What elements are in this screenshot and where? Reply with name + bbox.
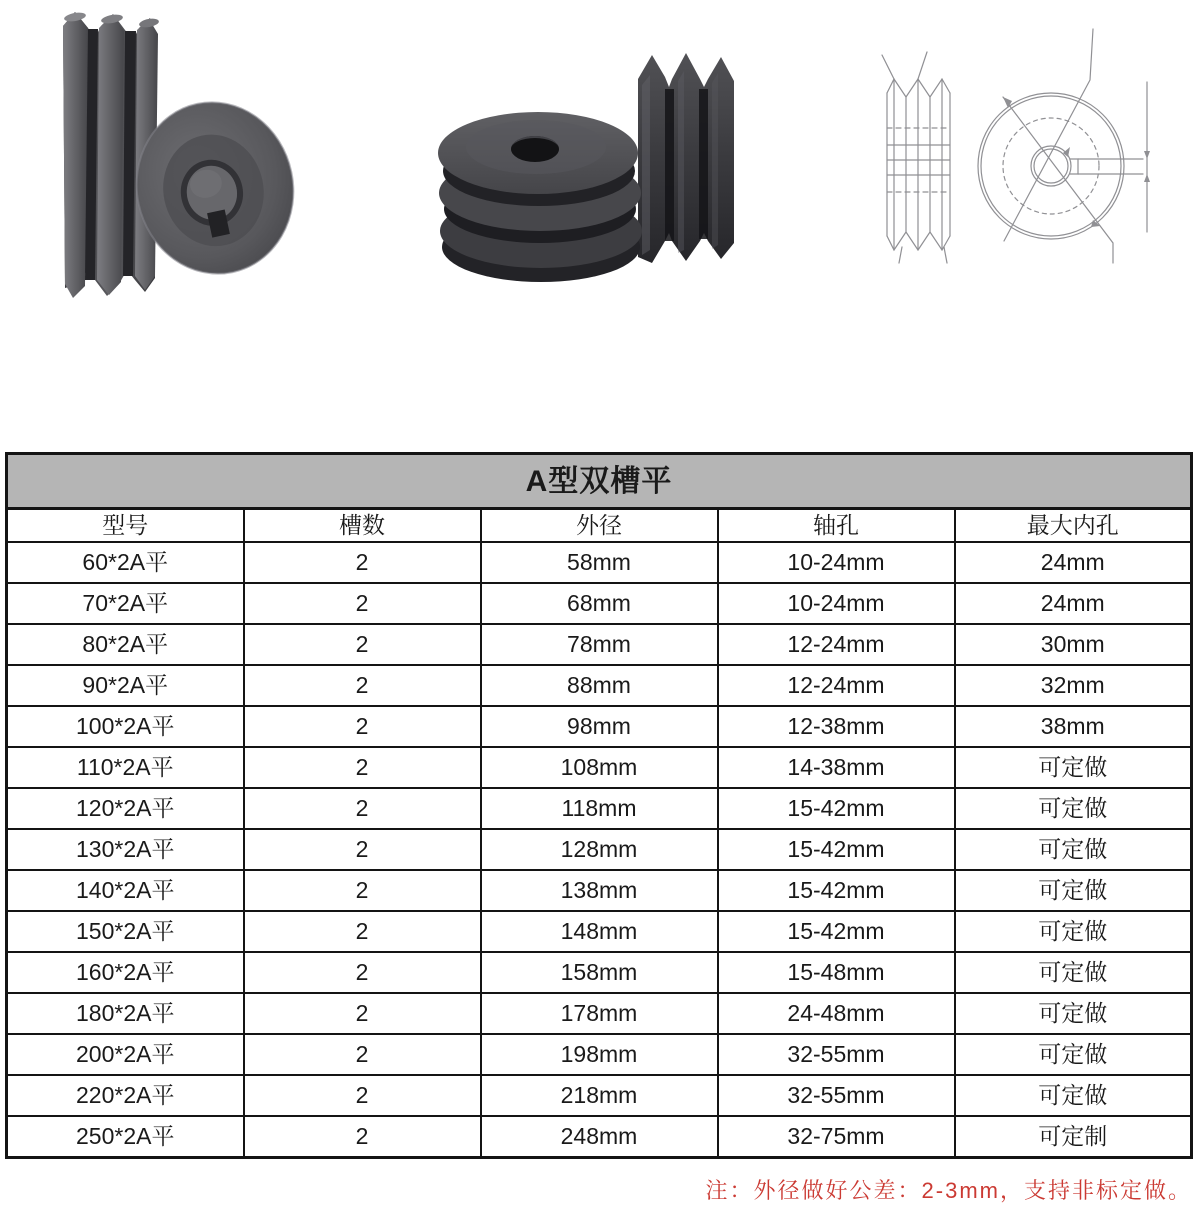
table-cell: 2 <box>244 624 481 665</box>
table-row <box>7 1116 1192 1158</box>
table-cell: 2 <box>244 870 481 911</box>
table-cell: 12-24mm <box>718 665 955 706</box>
column-header-3: 轴孔 <box>718 509 955 543</box>
table-cell: 140*2A平 <box>7 870 244 911</box>
table-cell: 2 <box>244 993 481 1034</box>
tolerance-note: 注：外径做好公差：2-3mm，支持非标定做。 <box>705 1178 1192 1203</box>
table-cell: 24mm <box>955 542 1192 583</box>
table-row <box>7 788 1192 829</box>
table-cell: 32-55mm <box>718 1034 955 1075</box>
table-title: A型双槽平 <box>7 454 1192 509</box>
table-cell: 15-42mm <box>718 870 955 911</box>
table-cell: 可定做 <box>955 870 1192 911</box>
table-cell: 60*2A平 <box>7 542 244 583</box>
table-cell: 10-24mm <box>718 542 955 583</box>
table-row <box>7 706 1192 747</box>
table-cell: 110*2A平 <box>7 747 244 788</box>
table-cell: 148mm <box>481 911 718 952</box>
table-row <box>7 583 1192 624</box>
pulley-photo-pair <box>438 45 748 295</box>
table-title-row <box>7 454 1192 509</box>
table-cell: 24mm <box>955 583 1192 624</box>
table-cell: 2 <box>244 1116 481 1158</box>
table-cell: 2 <box>244 665 481 706</box>
table-row <box>7 829 1192 870</box>
table-row <box>7 665 1192 706</box>
table-row <box>7 1034 1192 1075</box>
table-row <box>7 993 1192 1034</box>
table-cell: 24-48mm <box>718 993 955 1034</box>
table-cell: 2 <box>244 583 481 624</box>
table-cell: 可定制 <box>955 1116 1192 1158</box>
table-cell: 118mm <box>481 788 718 829</box>
column-header-2: 外径 <box>481 509 718 543</box>
table-row <box>7 911 1192 952</box>
product-gallery <box>0 0 1200 445</box>
table-cell: 32-75mm <box>718 1116 955 1158</box>
table-cell: 220*2A平 <box>7 1075 244 1116</box>
table-cell: 15-48mm <box>718 952 955 993</box>
table-cell: 可定做 <box>955 788 1192 829</box>
table-cell: 2 <box>244 829 481 870</box>
table-row <box>7 542 1192 583</box>
table-cell: 158mm <box>481 952 718 993</box>
table-cell: 248mm <box>481 1116 718 1158</box>
table-cell: 78mm <box>481 624 718 665</box>
table-cell: 32-55mm <box>718 1075 955 1116</box>
table-cell: 2 <box>244 542 481 583</box>
table-cell: 90*2A平 <box>7 665 244 706</box>
table-cell: 2 <box>244 788 481 829</box>
table-cell: 58mm <box>481 542 718 583</box>
table-cell: 2 <box>244 747 481 788</box>
table-cell: 12-24mm <box>718 624 955 665</box>
table-cell: 70*2A平 <box>7 583 244 624</box>
table-cell: 178mm <box>481 993 718 1034</box>
table-cell: 2 <box>244 952 481 993</box>
table-cell: 130*2A平 <box>7 829 244 870</box>
table-cell: 可定做 <box>955 952 1192 993</box>
table-cell: 可定做 <box>955 829 1192 870</box>
table-cell: 30mm <box>955 624 1192 665</box>
table-cell: 88mm <box>481 665 718 706</box>
table-cell: 120*2A平 <box>7 788 244 829</box>
table-cell: 可定做 <box>955 993 1192 1034</box>
table-cell: 32mm <box>955 665 1192 706</box>
table-cell: 2 <box>244 911 481 952</box>
table-cell: 80*2A平 <box>7 624 244 665</box>
table-cell: 160*2A平 <box>7 952 244 993</box>
table-row <box>7 1075 1192 1116</box>
table-cell: 可定做 <box>955 1075 1192 1116</box>
table-cell: 2 <box>244 1075 481 1116</box>
pulley-technical-drawing <box>870 25 1180 265</box>
table-row <box>7 870 1192 911</box>
table-cell: 138mm <box>481 870 718 911</box>
column-header-4: 最大内孔 <box>955 509 1192 543</box>
column-header-0: 型号 <box>7 509 244 543</box>
table-cell: 250*2A平 <box>7 1116 244 1158</box>
table-cell: 218mm <box>481 1075 718 1116</box>
table-cell: 100*2A平 <box>7 706 244 747</box>
table-cell: 128mm <box>481 829 718 870</box>
spec-table <box>5 452 1193 1159</box>
table-cell: 可定做 <box>955 1034 1192 1075</box>
table-cell: 15-42mm <box>718 829 955 870</box>
table-cell: 180*2A平 <box>7 993 244 1034</box>
column-header-1: 槽数 <box>244 509 481 543</box>
table-cell: 15-42mm <box>718 788 955 829</box>
table-cell: 38mm <box>955 706 1192 747</box>
table-body <box>7 542 1192 1158</box>
table-cell: 198mm <box>481 1034 718 1075</box>
table-cell: 可定做 <box>955 911 1192 952</box>
pulley-photo-side-and-front <box>55 8 300 303</box>
table-row <box>7 747 1192 788</box>
table-cell: 98mm <box>481 706 718 747</box>
table-cell: 12-38mm <box>718 706 955 747</box>
table-header-row <box>7 509 1192 543</box>
table-cell: 200*2A平 <box>7 1034 244 1075</box>
table-cell: 2 <box>244 1034 481 1075</box>
table-cell: 15-42mm <box>718 911 955 952</box>
table-cell: 68mm <box>481 583 718 624</box>
table-cell: 14-38mm <box>718 747 955 788</box>
table-cell: 10-24mm <box>718 583 955 624</box>
table-cell: 2 <box>244 706 481 747</box>
table-cell: 150*2A平 <box>7 911 244 952</box>
table-row <box>7 952 1192 993</box>
table-cell: 可定做 <box>955 747 1192 788</box>
table-row <box>7 624 1192 665</box>
table-cell: 108mm <box>481 747 718 788</box>
